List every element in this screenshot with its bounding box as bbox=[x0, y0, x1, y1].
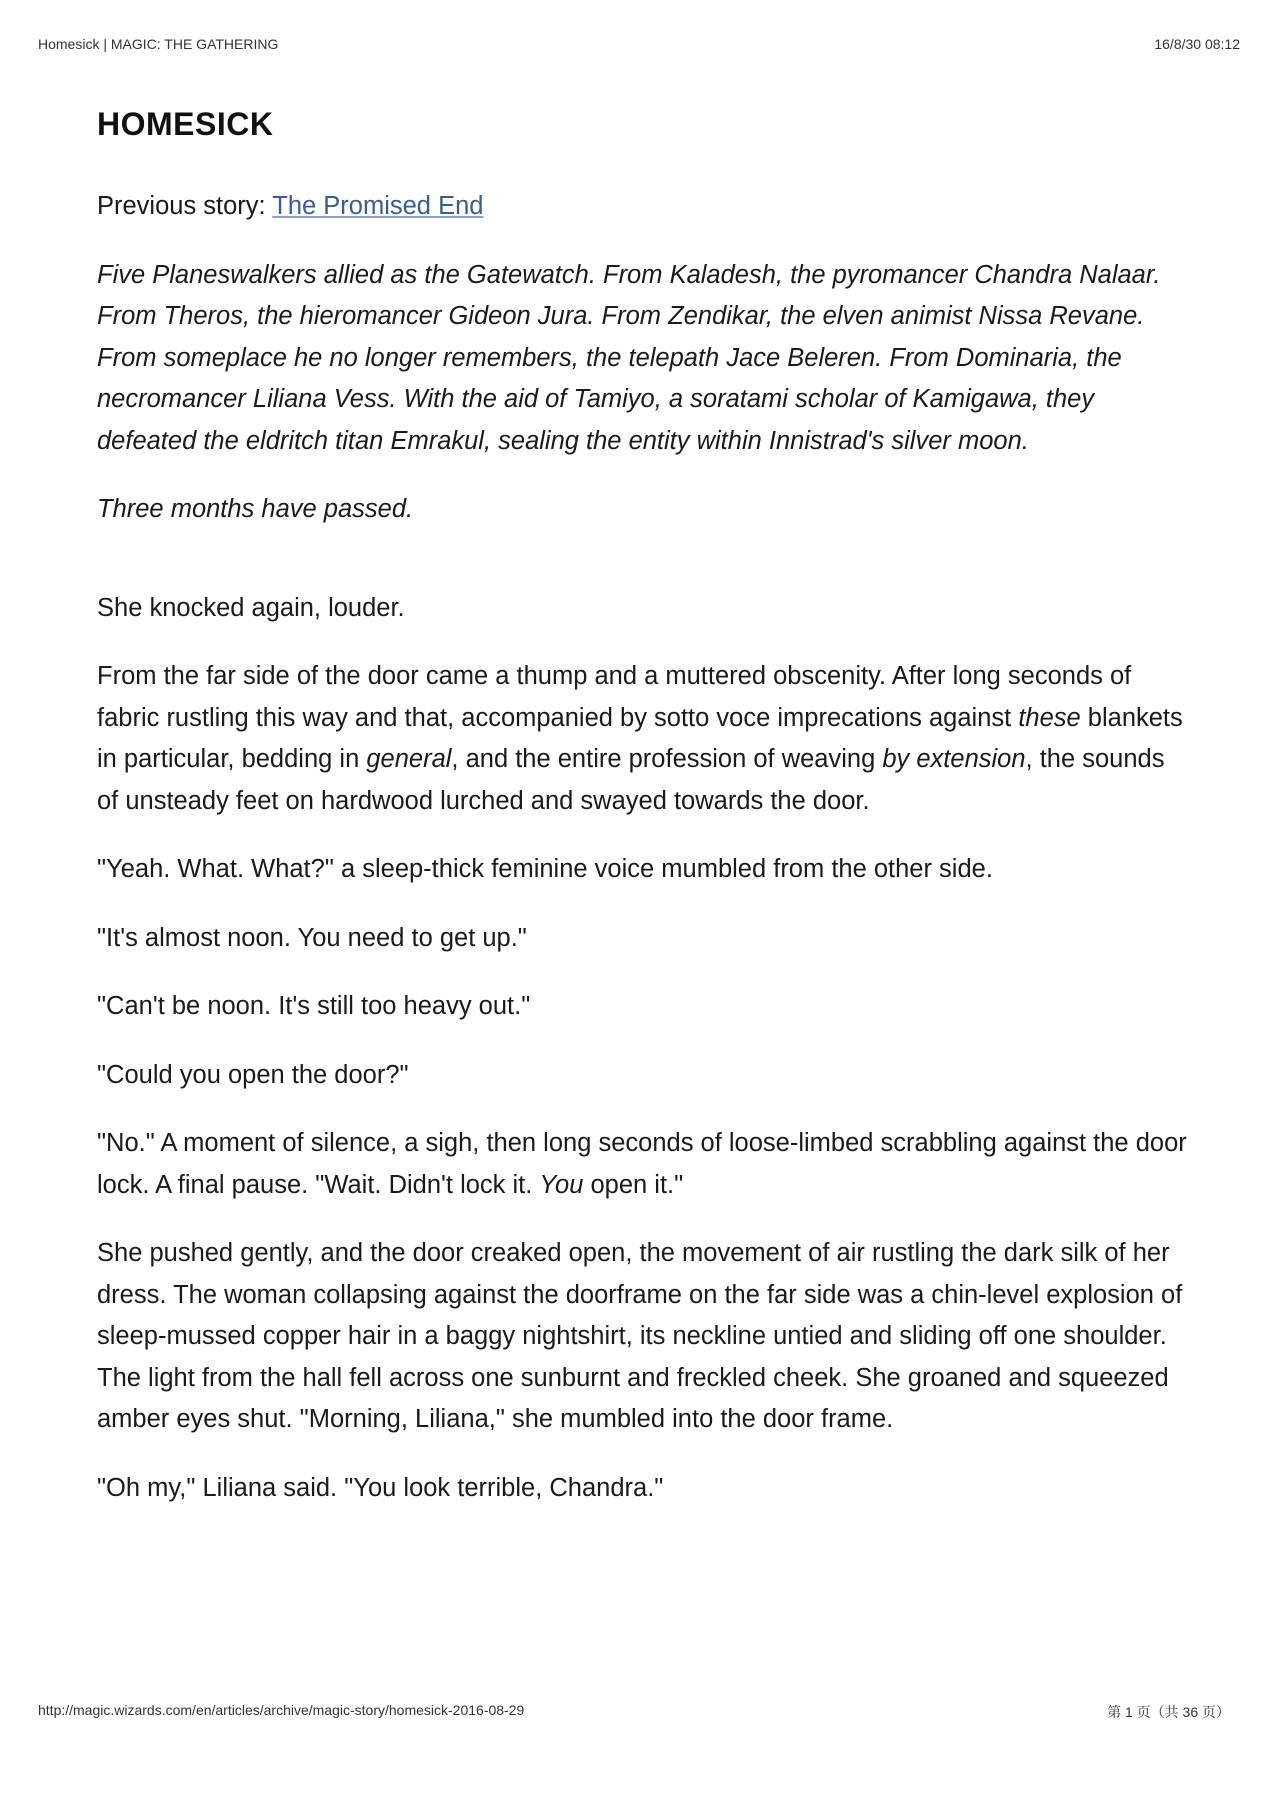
section-spacer bbox=[97, 558, 1187, 588]
previous-story-line bbox=[97, 186, 1187, 228]
print-footer-url: http://magic.wizards.com/en/articles/archive/magic-story/homesick-2016-08-29 bbox=[38, 1702, 525, 1718]
paragraph-9: "Oh my," Liliana said. "You look terrible, Chandra." bbox=[97, 1473, 664, 1502]
story-intro: Five Planeswalkers allied as the Gatewatch. From Kaladesh, the pyromancer Chandra Nalaar. From Theros, the hieromancer Gideon Jura. From Zendikar, the elven animist Nissa Revane. From someplace he no longer remembers, the telepath Jace Beleren. From Dominaria, the necromancer Liliana Vess. With the aid of Tamiyo, a soratami scholar of Kamigawa, they defeated the eldritch titan Emrakul, sealing the entity within Innistrad's silver moon. bbox=[97, 260, 1161, 455]
paragraph-2-emphasis-1: these bbox=[1018, 703, 1081, 732]
paragraph-4: "It's almost noon. You need to get up." bbox=[97, 923, 527, 952]
paragraph-2 bbox=[97, 656, 1187, 822]
print-header-title: Homesick | MAGIC: THE GATHERING bbox=[38, 36, 279, 52]
paragraph-2-emphasis-3: by extension bbox=[882, 745, 1026, 773]
print-header bbox=[38, 36, 1240, 56]
paragraph-3: "Yeah. What. What?" a sleep-thick feminine voice mumbled from the other side. bbox=[97, 855, 993, 883]
previous-story-link[interactable]: The Promised End bbox=[272, 192, 484, 220]
time-note: Three months have passed. bbox=[97, 495, 414, 523]
paragraph-2-part-a: From the far side of the door came a thump and a muttered obscenity. After long seconds of fabric rustling this way and that, accompanied by sotto voce imprecations against bbox=[97, 662, 1132, 732]
paragraph-2-part-d: , the sounds of unsteady feet on hardwood lurched and swayed towards the door. bbox=[97, 745, 1165, 815]
paragraph-7 bbox=[97, 1123, 1187, 1206]
paragraph-7-emphasis-1: You bbox=[539, 1170, 584, 1199]
article-title: HOMESICK bbox=[97, 106, 274, 142]
paragraph-6: "Could you open the door?" bbox=[97, 1060, 409, 1089]
paragraph-2-part-c: , and the entire profession of weaving bbox=[451, 745, 883, 773]
print-footer-page-info: 第 1 页（共 36 页） bbox=[1107, 1704, 1230, 1720]
paragraph-8: She pushed gently, and the door creaked open, the movement of air rustling the dark silk of her dress. The woman collapsing against the doorframe on the far side was a chin-level explosion of sleep-mussed copper hair in a baggy nightshirt, its neckline untied and sliding off one shoulder. The light from the hall fell across one sunburnt and freckled cheek. She groaned and squeezed amber eyes shut. "Morning, Liliana," she mumbled into the door frame. bbox=[97, 1239, 1183, 1433]
paragraph-2-emphasis-2: general bbox=[366, 745, 452, 773]
paragraph-7-part-a: "No." A moment of silence, a sigh, then long seconds of loose-limbed scrabbling against the door lock. A final pause. "Wait. Didn't lock it. bbox=[97, 1129, 1187, 1199]
paragraph-2-part-b: blankets in particular, bedding in bbox=[97, 703, 1183, 773]
previous-story-label: Previous story: bbox=[97, 192, 273, 220]
print-footer bbox=[38, 1702, 1230, 1722]
paragraph-5: "Can't be noon. It's still too heavy out." bbox=[97, 992, 531, 1020]
paragraph-1: She knocked again, louder. bbox=[97, 593, 405, 622]
paragraph-7-part-b: open it." bbox=[583, 1170, 684, 1199]
article-body bbox=[97, 104, 1187, 1536]
print-header-timestamp: 16/8/30 08:12 bbox=[1154, 36, 1240, 52]
